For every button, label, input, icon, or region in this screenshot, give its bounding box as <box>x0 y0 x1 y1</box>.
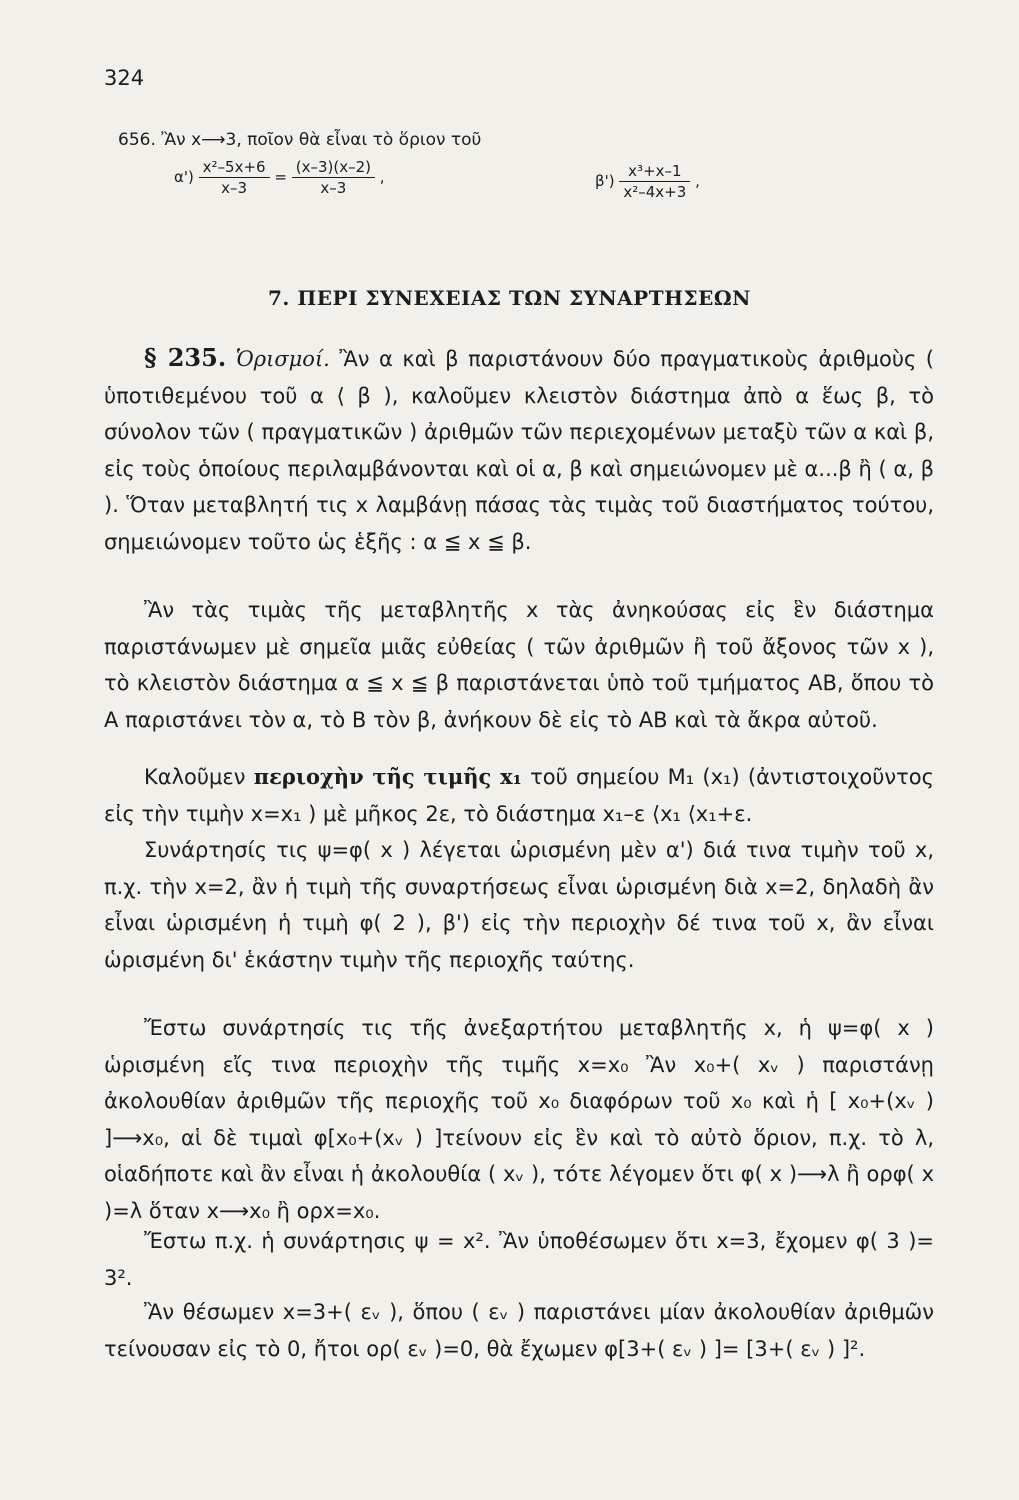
paragraph-text: Ἂν α καὶ β παριστάνουν δύο πραγματικοὺς ἀριθμοὺς ( ὑποτιθεμένου τοῦ α ⟨ β ), καλοῦμεν κλειστὸν διάστημα ἀπὸ α ἕως β, τὸ σύνολον τῶν ( πραγματικῶν ) ἀριθμῶν τῶν περιεχομένων μεταξὺ τῶν α καὶ β, εἰς τοὺς ὁποίους περιλαμβάνονται καὶ οἱ α, β καὶ σημειώνομεν μὲ α...β ἢ ( α, β ). Ὅταν μεταβλητή τις x λαμβάνῃ πάσας τὰς τιμὰς τοῦ διαστήματος τούτου, σημειώνομεν τοῦτο ὡς ἑξῆς : α ≦ x ≦ β. <box>104 347 934 554</box>
exercise-part-a <box>174 158 385 197</box>
paragraph-neighborhood <box>104 759 934 832</box>
section-title: Ὁρισμοί. <box>235 347 330 371</box>
part-b-label: β') <box>595 172 615 190</box>
fraction-numerator: x²–5x+6 <box>199 158 270 178</box>
paragraph-text: Καλοῦμεν <box>144 765 246 789</box>
defined-term: περιοχὴν τῆς τιμῆς x₁ <box>253 764 522 789</box>
equals-sign: = <box>274 168 287 186</box>
section-number: § 235. <box>144 343 227 372</box>
paragraph-interval: Ἂν τὰς τιμὰς τῆς μεταβλητῆς x τὰς ἀνηκούσας εἰς ἓν διάστημα παριστάνωμεν μὲ σημεῖα μιᾶς εὐθείας ( τῶν ἀριθμῶν ἢ τοῦ ἄξονος τῶν x ), τὸ κλειστὸν διάστημα α ≦ x ≦ β παριστάνεται ὑπὸ τοῦ τμήματος ΑΒ, ὅπου τὸ Α παριστάνει τὸν α, τὸ Β τὸν β, ἀνήκουν δὲ εἰς τὸ ΑΒ καὶ τὰ ἄκρα αὐτοῦ. <box>104 598 934 732</box>
page-number: 324 <box>104 66 145 90</box>
paragraph-defined-function: Συνάρτησίς τις ψ=φ( x ) λέγεται ὡρισμένη μὲν α') διά τινα τιμὴν τοῦ x, π.χ. τὴν x=2, ἂν ἡ τιμὴ τῆς συναρτήσεως εἶναι ὡρισμένη διὰ x=2, δηλαδὴ ἂν εἶναι ὡρισμένη ἡ τιμὴ φ( 2 ), β') εἰς τὴν περιοχὴν δέ τινα τοῦ x, ἂν εἶναι ὡρισμένη δι' ἑκάστην τιμὴν τῆς περιοχῆς ταύτης. <box>104 838 934 972</box>
fraction-denominator: x²–4x+3 <box>623 183 687 201</box>
paragraph-example: Ἔστω π.χ. ἡ συνάρτησις ψ = x². Ἂν ὑποθέσωμεν ὅτι x=3, ἔχομεν φ( 3 )= 3². <box>104 1229 934 1290</box>
fraction-denominator: x–3 <box>320 179 347 197</box>
exercise-statement: 656. Ἂν x⟶3, ποῖον θὰ εἶναι τὸ ὅριον τοῦ <box>118 130 482 150</box>
paragraph-sequence: Ἂν θέσωμεν x=3+( εᵥ ), ὅπου ( εᵥ ) παριστάνει μίαν ἀκολουθίαν ἀριθμῶν τείνουσαν εἰς τὸ 0, ἤτοι ορ( εᵥ )=0, θὰ ἔχωμεν φ[3+( εᵥ ) ]= [3+( εᵥ ) ]². <box>104 1300 934 1361</box>
comma: , <box>379 168 385 186</box>
fraction-a-right <box>292 158 375 197</box>
fraction-a-left <box>199 158 270 197</box>
fraction-b <box>619 162 690 201</box>
comma: , <box>695 172 700 190</box>
fraction-numerator: x³+x–1 <box>619 162 690 182</box>
exercise-part-b <box>595 162 700 201</box>
fraction-numerator: (x–3)(x–2) <box>292 158 375 178</box>
paragraph-definition <box>104 340 934 560</box>
paragraph-text: τοῦ σημείου M₁ (x₁) (ἀντιστοιχοῦντος εἰς τὴν τιμὴν x=x₁ ) μὲ μῆκος 2ε, τὸ διάστημα x₁–ε ⟨x₁ ⟨x₁+ε. <box>104 765 934 826</box>
chapter-heading: 7. ΠΕΡΙ ΣΥΝΕΧΕΙΑΣ ΤΩΝ ΣΥΝΑΡΤΗΣΕΩΝ <box>268 286 751 310</box>
part-a-label: α') <box>174 168 194 186</box>
fraction-denominator: x–3 <box>221 179 248 197</box>
paragraph-limit: Ἔστω συνάρτησίς τις τῆς ἀνεξαρτήτου μεταβλητῆς x, ἡ ψ=φ( x ) ὡρισμένη εἴς τινα περιοχὴν τῆς τιμῆς x=x₀ Ἂν x₀+( xᵥ ) παριστάνῃ ἀκολουθίαν ἀριθμῶν τῆς περιοχῆς τοῦ x₀ διαφόρων τοῦ x₀ καὶ ἡ [ x₀+(xᵥ ) ]⟶x₀, αἱ δὲ τιμαὶ φ[x₀+(xᵥ ) ]τείνουν εἰς ἓν καὶ τὸ αὐτὸ ὅριον, π.χ. τὸ λ, οἱαδήποτε καὶ ἂν εἶναι ἡ ἀκολουθία ( xᵥ ), τότε λέγομεν ὅτι φ( x )⟶λ ἢ ορφ( x )=λ ὅταν x⟶x₀ ἢ ορx=x₀. <box>104 1016 934 1223</box>
